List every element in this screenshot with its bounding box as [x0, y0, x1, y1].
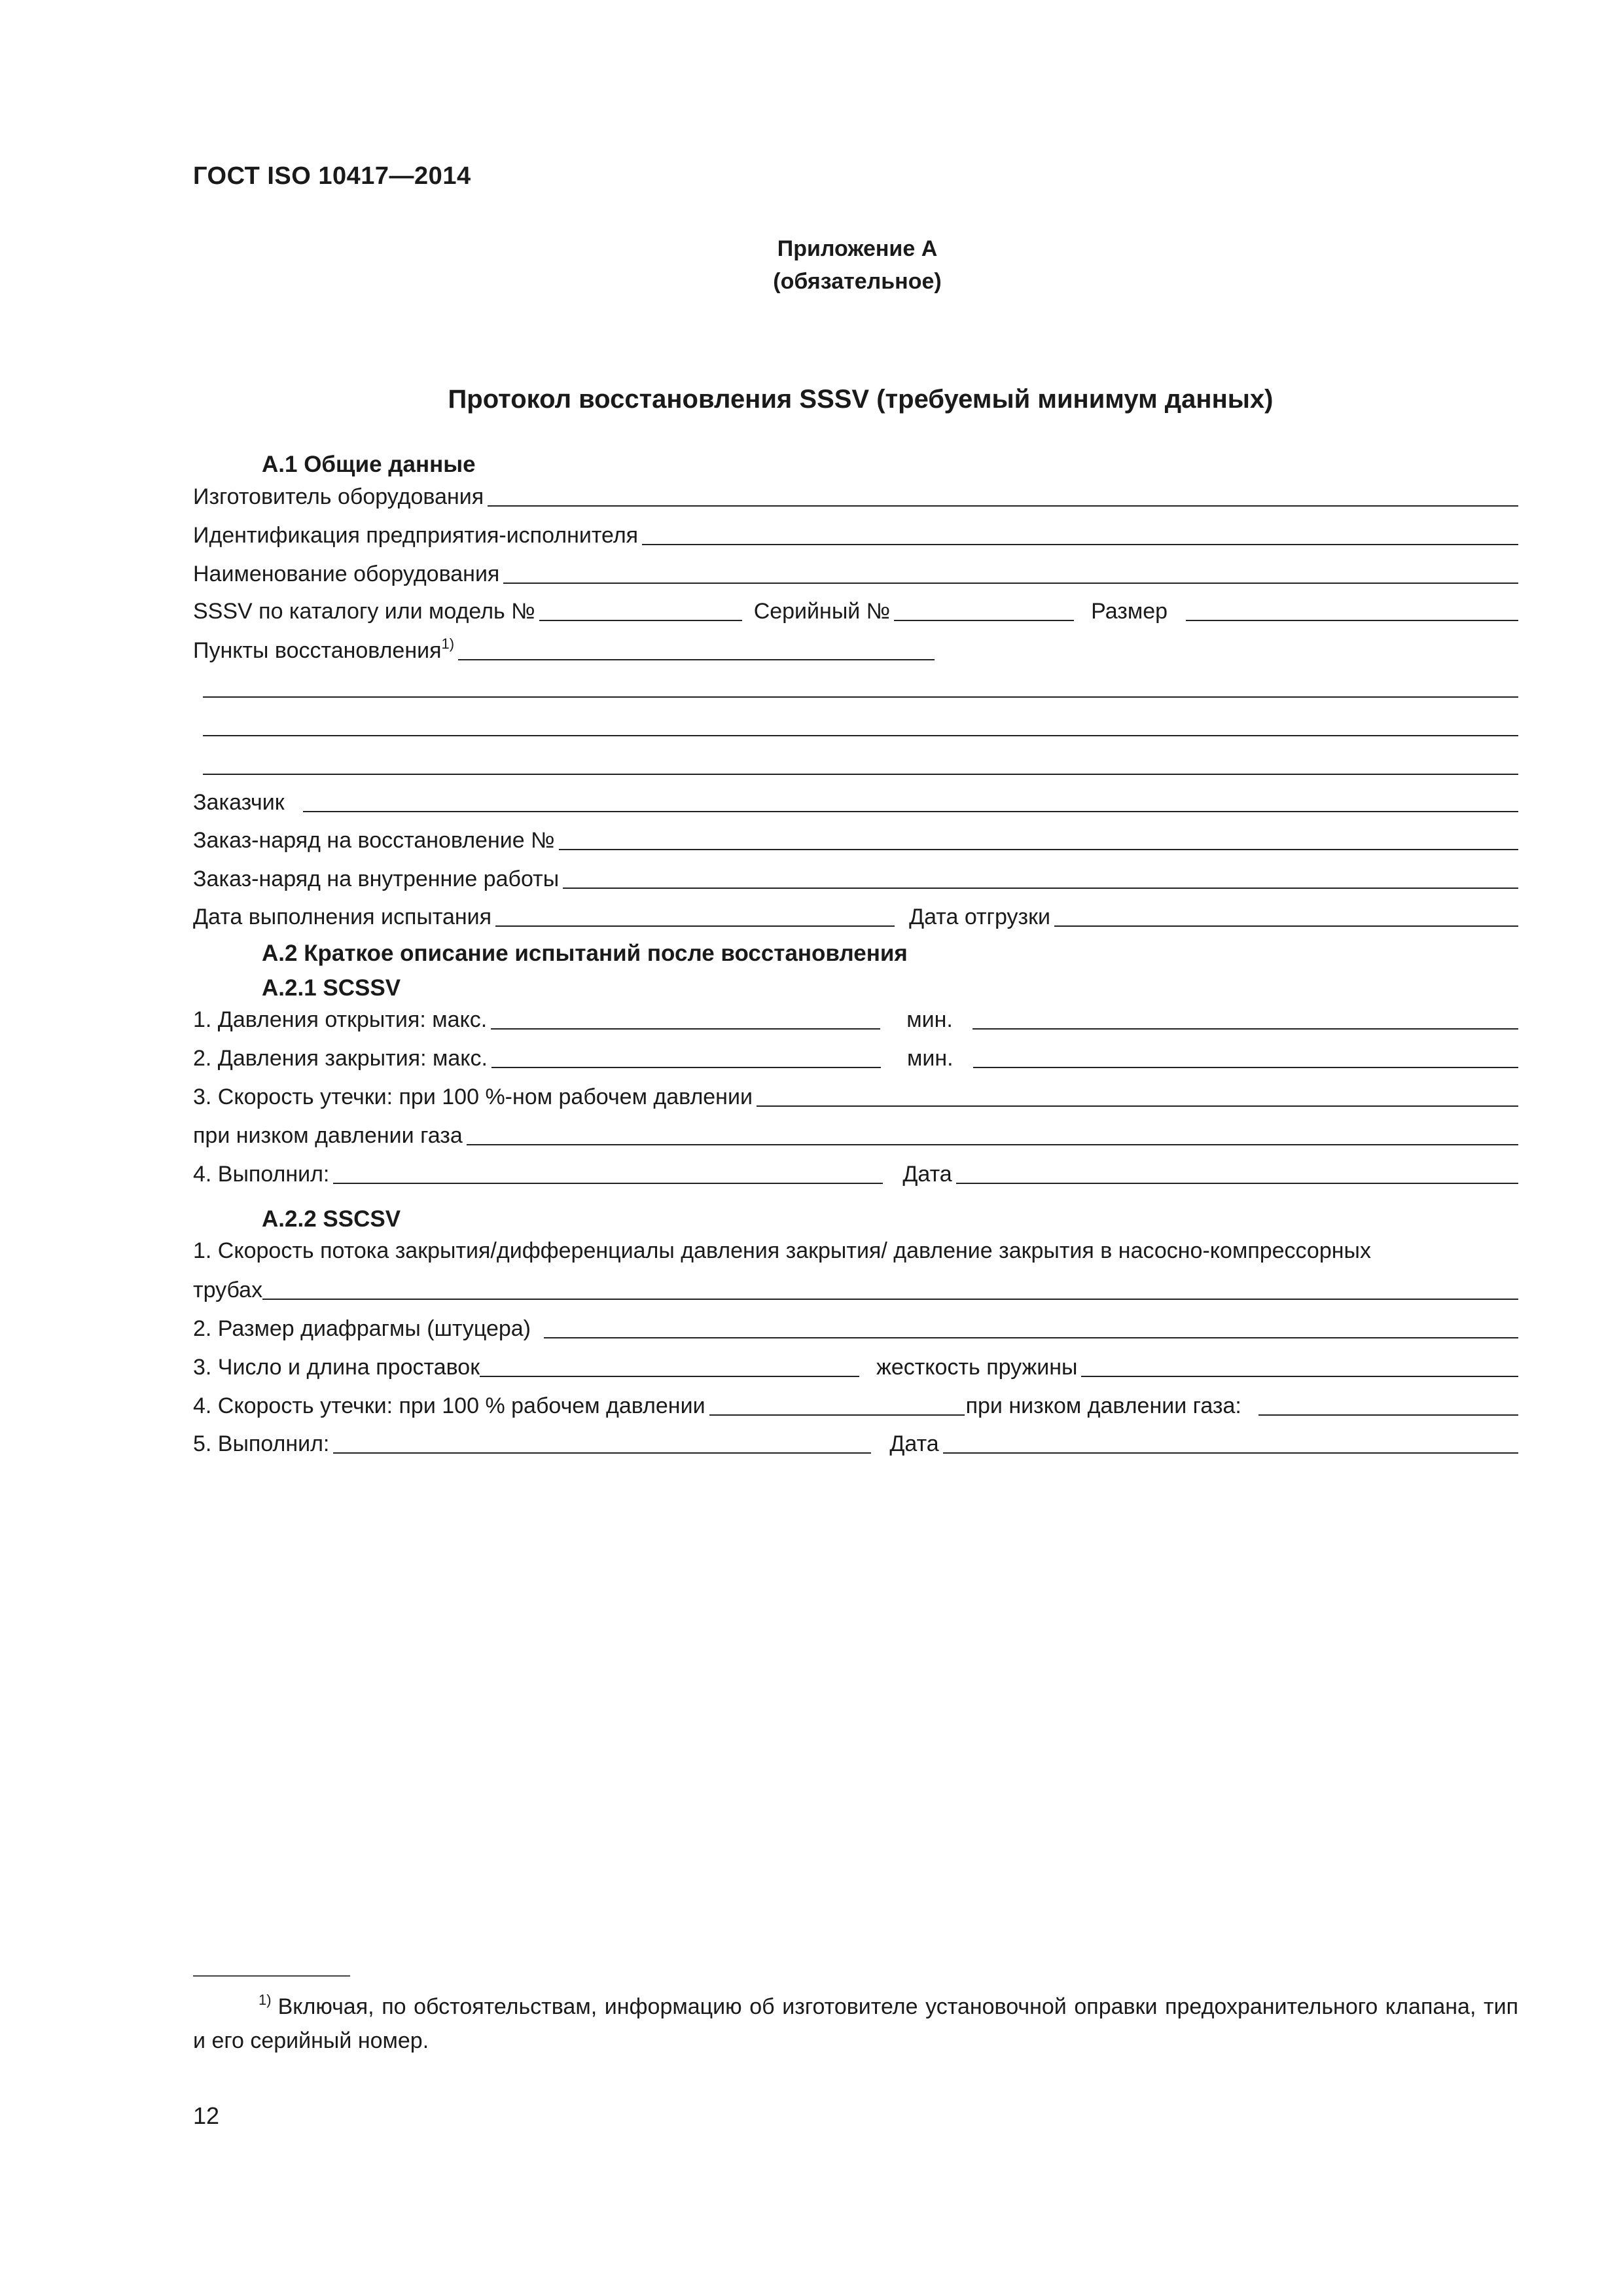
field-test-date[interactable] — [495, 902, 895, 927]
section-a1-heading: А.1 Общие данные — [262, 452, 476, 477]
label-ship-date: Дата отгрузки — [909, 905, 1050, 929]
field-flow-rate[interactable] — [262, 1275, 1518, 1300]
label-date-1: Дата — [902, 1162, 952, 1187]
label-spring: жесткость пружины — [876, 1355, 1078, 1380]
appendix-heading — [0, 232, 1623, 298]
label-test-date: Дата выполнения испытания — [193, 905, 492, 929]
label-contractor-id: Идентификация предприятия-исполнителя — [193, 523, 639, 548]
document-title: Протокол восстановления SSSV (требуемый минимум данных) — [448, 385, 1274, 414]
document-code: ГОСТ ISO 10417—2014 — [193, 162, 471, 190]
section-a2-heading: А.2 Краткое описание испытаний после восстановления — [262, 941, 908, 966]
row-contractor-id — [193, 518, 1518, 548]
field-customer[interactable] — [303, 787, 1518, 812]
blank-line-3[interactable] — [203, 774, 1518, 775]
row-spacers — [193, 1350, 1518, 1380]
label-orifice: 2. Размер диафрагмы (штуцера) — [193, 1316, 531, 1341]
field-low-gas-2[interactable] — [1258, 1391, 1518, 1416]
field-equipment-name[interactable] — [503, 559, 1518, 584]
row-manufacturer — [193, 480, 1518, 510]
field-low-gas-1[interactable] — [467, 1121, 1518, 1145]
label-catalog-model: SSSV по каталогу или модель № — [193, 599, 535, 624]
row-performed-2 — [193, 1427, 1518, 1457]
row-restoration-points — [193, 634, 1518, 664]
label-equipment-name: Наименование оборудования — [193, 562, 500, 586]
row-leak-rate-1 — [193, 1080, 1518, 1110]
label-manufacturer: Изготовитель оборудования — [193, 484, 484, 509]
row-flow-rate — [193, 1234, 1518, 1264]
label-performed-1: 4. Выполнил: — [193, 1162, 330, 1187]
label-internal-order: Заказ-наряд на внутренние работы — [193, 867, 560, 891]
field-performed-2[interactable] — [333, 1429, 871, 1454]
blank-line-2[interactable] — [203, 735, 1518, 736]
label-leak-rate-1: 3. Скорость утечки: при 100 %-ном рабочем давлении — [193, 1085, 753, 1109]
row-customer — [193, 785, 1518, 816]
field-restoration-points[interactable] — [458, 636, 935, 660]
appendix-status: (обязательное) — [773, 269, 942, 294]
field-size[interactable] — [1186, 596, 1518, 621]
field-ship-date[interactable] — [1054, 902, 1518, 927]
footnote-text: Включая, по обстоятельствам, информацию об изготовителе установочной оправки предохранительного клапана, тип и его серийный номер. — [193, 1994, 1518, 2053]
field-spacers[interactable] — [480, 1352, 859, 1377]
label-work-order: Заказ-наряд на восстановление № — [193, 828, 555, 853]
footnote: $^{1)}$ Включая, по обстоятельствам, информацию об изготовителе установочной оправки предохранительного клапана, тип и его серийный номер. — [193, 1992, 1518, 2053]
row-dates — [193, 900, 1518, 930]
field-leak-rate-1[interactable] — [757, 1082, 1518, 1107]
row-internal-order — [193, 862, 1518, 892]
footnote-ref: 1) — [441, 636, 455, 652]
field-close-pressure-max[interactable] — [491, 1043, 881, 1068]
label-close-pressure: 2. Давления закрытия: макс. — [193, 1046, 488, 1071]
section-a21-heading: А.2.1 SCSSV — [262, 975, 401, 1001]
row-performed-1 — [193, 1157, 1518, 1187]
row-equipment-name — [193, 557, 1518, 587]
label-customer: Заказчик — [193, 790, 285, 815]
label-restoration-points: Пункты восстановления$^{1)}$ — [193, 636, 455, 663]
field-orifice[interactable] — [544, 1314, 1518, 1338]
field-performed-1[interactable] — [333, 1159, 883, 1184]
appendix-title: Приложение А — [777, 236, 938, 261]
field-open-pressure-min[interactable] — [972, 1005, 1518, 1030]
label-low-gas-1: при низком давлении газа — [193, 1123, 463, 1148]
label-close-min: мин. — [906, 1046, 954, 1071]
field-date-1[interactable] — [956, 1159, 1518, 1184]
row-close-pressure — [193, 1041, 1518, 1071]
footnote-divider — [193, 1975, 350, 1977]
field-contractor-id[interactable] — [642, 520, 1518, 545]
label-spacers: 3. Число и длина проставок — [193, 1355, 480, 1380]
row-work-order — [193, 823, 1518, 853]
field-date-2[interactable] — [943, 1429, 1518, 1454]
page-number: 12 — [193, 2102, 220, 2129]
label-low-gas-2: при низком давлении газа: — [965, 1393, 1241, 1418]
label-open-pressure: 1. Давления открытия: макс. — [193, 1007, 488, 1032]
field-serial[interactable] — [894, 596, 1074, 621]
section-a22-heading: А.2.2 SSCSV — [262, 1206, 401, 1232]
label-serial: Серийный № — [753, 599, 891, 624]
field-spring[interactable] — [1081, 1352, 1518, 1377]
field-internal-order[interactable] — [563, 864, 1518, 889]
field-manufacturer[interactable] — [488, 482, 1518, 507]
field-catalog-model[interactable] — [539, 596, 742, 621]
row-leak-rate-2 — [193, 1389, 1518, 1419]
label-leak-rate-2: 4. Скорость утечки: при 100 % рабочем давлении — [193, 1393, 705, 1418]
field-work-order[interactable] — [559, 825, 1518, 850]
row-low-gas-1 — [193, 1119, 1518, 1149]
field-leak-rate-2[interactable] — [709, 1391, 965, 1416]
blank-line-1[interactable] — [203, 696, 1518, 698]
field-close-pressure-min[interactable] — [973, 1043, 1518, 1068]
label-date-2: Дата — [889, 1431, 939, 1456]
label-open-min: мин. — [906, 1007, 953, 1032]
row-open-pressure — [193, 1003, 1518, 1033]
label-tubes: трубах — [193, 1278, 263, 1302]
row-tubes — [193, 1273, 1518, 1303]
label-performed-2: 5. Выполнил: — [193, 1431, 330, 1456]
field-open-pressure-max[interactable] — [491, 1005, 880, 1030]
row-orifice — [193, 1312, 1518, 1342]
label-size: Размер — [1091, 599, 1168, 624]
row-catalog — [193, 594, 1518, 624]
label-flow-rate: 1. Скорость потока закрытия/дифференциалы давления закрытия/ давление закрытия в насосно-компрессорных — [193, 1238, 1371, 1263]
